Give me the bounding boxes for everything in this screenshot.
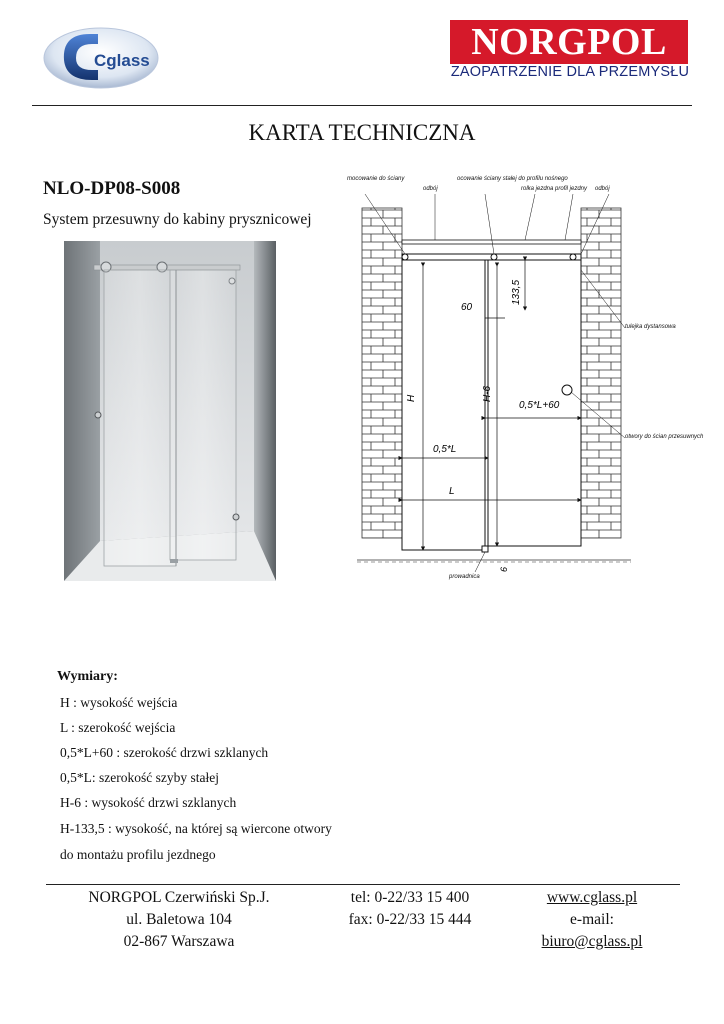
footer-phones: [320, 889, 500, 929]
norgpol-logo: [450, 20, 688, 64]
norgpol-tagline: ZAOPATRZENIE DLA PRZEMYSŁU: [450, 64, 690, 80]
dimensions-heading: Wymiary:: [57, 669, 118, 684]
svg-text:0,5*L+60: 0,5*L+60: [519, 400, 560, 411]
svg-text:rolka jezdna: rolka jezdna: [521, 186, 554, 192]
svg-text:odbój: odbój: [423, 186, 438, 192]
svg-text:Cglass: Cglass: [94, 51, 150, 70]
footer-contact: [520, 889, 664, 951]
svg-text:prowadnica: prowadnica: [449, 574, 480, 580]
page-title: KARTA TECHNICZNA: [248, 120, 476, 145]
header-divider: [32, 105, 692, 106]
norgpol-name: NORGPOL: [471, 21, 667, 63]
svg-text:ocowanie ściany stałej do prof: ocowanie ściany stałej do profilu nośnego: [457, 176, 568, 182]
dimension-item: H-133,5 : wysokość, na której są wiercone otwory: [60, 821, 332, 836]
svg-text:otwory do ścian przesuwnych: otwory do ścian przesuwnych: [625, 434, 704, 440]
phone-number: tel: 0-22/33 15 400: [350, 889, 470, 906]
dimension-item: 0,5*L: szerokość szyby stałej: [60, 770, 219, 785]
dimension-item: do montażu profilu jezdnego: [60, 847, 216, 862]
svg-text:mocowanie do ściany: mocowanie do ściany: [347, 176, 405, 182]
email-link[interactable]: biuro@cglass.pl: [541, 933, 643, 950]
email-label: e-mail:: [570, 911, 614, 928]
website-link[interactable]: www.cglass.pl: [546, 889, 638, 906]
model-code: NLO-DP08-S008: [43, 178, 181, 199]
product-subtitle: System przesuwny do kabiny prysznicowej: [43, 211, 312, 228]
svg-text:6: 6: [499, 566, 509, 572]
dimension-item: 0,5*L+60 : szerokość drzwi szklanych: [60, 745, 269, 760]
footer-company: [52, 889, 306, 951]
svg-text:odbój: odbój: [595, 186, 610, 192]
footer-divider: [46, 884, 680, 885]
dimension-item: H-6 : wysokość drzwi szklanych: [60, 795, 237, 810]
fax-number: fax: 0-22/33 15 444: [348, 911, 472, 928]
dimension-item: H : wysokość wejścia: [60, 695, 178, 710]
svg-text:tulejka dystansowa: tulejka dystansowa: [625, 324, 676, 330]
company-street: ul. Baletowa 104: [126, 911, 232, 928]
svg-text:H-6: H-6: [482, 385, 493, 402]
cglass-logo: [42, 22, 160, 90]
svg-text:profil jezdny: profil jezdny: [555, 186, 588, 192]
dimension-item: L : szerokość wejścia: [60, 720, 176, 735]
svg-text:L: L: [449, 486, 455, 497]
product-photo: [64, 241, 276, 581]
company-name: NORGPOL Czerwiński Sp.J.: [88, 889, 270, 906]
technical-drawing: [335, 170, 704, 590]
company-city: 02-867 Warszawa: [123, 933, 235, 950]
svg-text:H: H: [406, 394, 417, 402]
svg-text:0,5*L: 0,5*L: [433, 444, 457, 455]
svg-text:133,5: 133,5: [511, 279, 522, 305]
svg-text:60: 60: [461, 302, 473, 313]
